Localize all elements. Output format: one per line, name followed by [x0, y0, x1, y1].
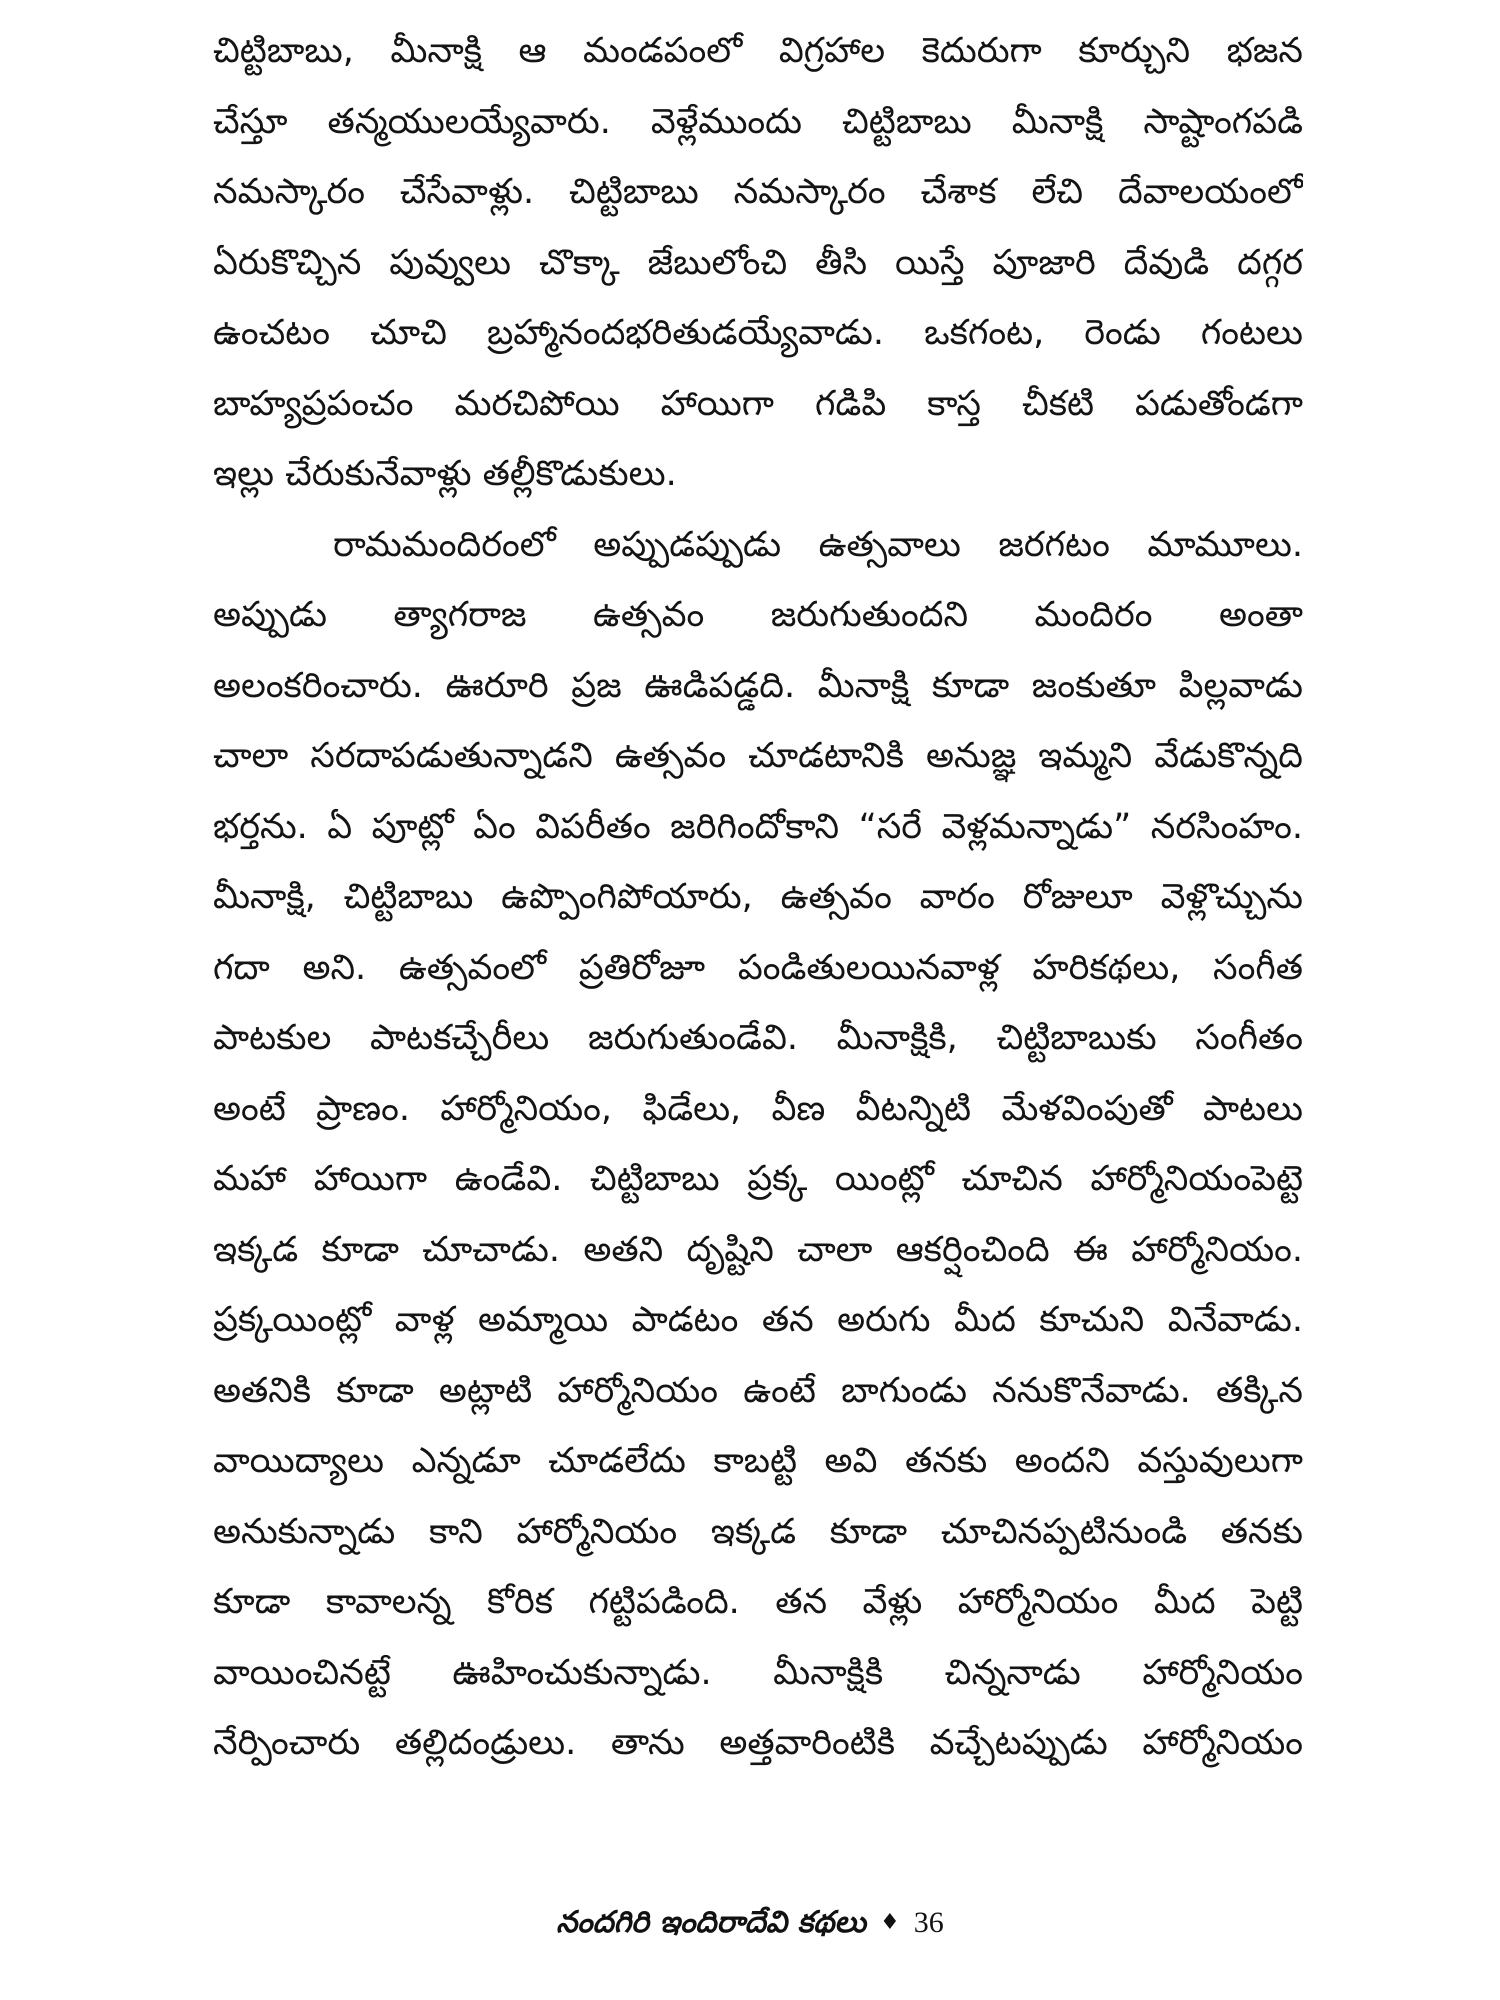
text-line: అలంకరించారు. ఊరూరి ప్రజ ఊడిపడ్డది. మీనాక్షి కూడా జంకుతూ పిల్లవాడు: [213, 665, 1303, 706]
text-line: వాయిద్యాలు ఎన్నడూ చూడలేదు కాబట్టి అవి తనకు అందని వస్తువులుగా: [213, 1441, 1303, 1481]
paragraph: [213, 16, 1303, 510]
text-line: వాయించినట్టే ఊహించుకున్నాడు. మీనాక్షికి చిన్ననాడు హార్మోనియం: [213, 1652, 1303, 1693]
page-footer: [0, 1905, 1500, 1947]
text-line: కూడా కావాలన్న కోరిక గట్టిపడింది. తన వేళ్లు హార్మోనియం మీద పెట్టి: [213, 1582, 1303, 1622]
text-line: మీనాక్షి, చిట్టిబాబు ఉప్పొంగిపోయారు, ఉత్సవం వారం రోజులూ వెళ్లొచ్చును: [213, 877, 1303, 917]
text-line: ఇక్కడ కూడా చూచాడు. అతని దృష్టిని చాలా ఆకర్షించింది ఈ హార్మోనియం.: [213, 1229, 1303, 1270]
text-line: ఏరుకొచ్చిన పువ్వులు చొక్కా జేబులోంచి తీసి యిస్తే పూజారి దేవుడి దగ్గర: [213, 242, 1303, 283]
text-line: నేర్పించారు తల్లిదండ్రులు. తాను అత్తవారింటికి వచ్చేటప్పుడు హార్మోనియం: [213, 1723, 1303, 1763]
text-line: అప్పుడు త్యాగరాజ ఉత్సవం జరుగుతుందని మందిరం అంతా: [213, 595, 1303, 635]
paragraph: [213, 510, 1303, 1779]
text-line: అతనికి కూడా అట్లాటి హార్మోనియం ఉంటే బాగుండు ననుకొనేవాడు. తక్కిన: [213, 1370, 1303, 1411]
separator-diamond-icon: ♦: [880, 1910, 900, 1935]
page-number: 36: [913, 1906, 944, 1939]
text-line: ప్రక్కయింట్లో వాళ్ల అమ్మాయి పాడటం తన అరుగు మీద కూచుని వినేవాడు.: [213, 1300, 1303, 1340]
text-line: అంటే ప్రాణం. హార్మోనియం, ఫిడేలు, వీణ వీటన్నిటి మేళవింపుతో పాటలు: [213, 1088, 1303, 1129]
text-line: చిట్టిబాబు, మీనాక్షి ఆ మండపంలో విగ్రహాల కెదురుగా కూర్చుని భజన: [213, 31, 1303, 71]
text-line: భర్తను. ఏ పూట్లో ఏం విపరీతం జరిగిందోకాని “సరే వెళ్లమన్నాడు” నరసింహం.: [213, 806, 1303, 847]
text-line: రామమందిరంలో అప్పుడప్పుడు ఉత్సవాలు జరగటం మామూలు.: [333, 524, 1303, 565]
text-line: ఇల్లు చేరుకునేవాళ్లు తల్లీకొడుకులు.: [213, 454, 677, 494]
text-line: చాలా సరదాపడుతున్నాడని ఉత్సవం చూడటానికి అనుజ్ఞ ఇమ్మని వేడుకొన్నది: [213, 736, 1303, 776]
text-line: ఉంచటం చూచి బ్రహ్మానందభరితుడయ్యేవాడు. ఒకగంట, రెండు గంటలు: [213, 313, 1303, 353]
text-line: పాటకుల పాటకచ్చేరీలు జరుగుతుండేవి. మీనాక్షికి, చిట్టిబాబుకు సంగీతం: [213, 1018, 1303, 1058]
text-line: చేస్తూ తన్మయులయ్యేవారు. వెళ్లేముందు చిట్టిబాబు మీనాక్షి సాష్టాంగపడి: [213, 101, 1303, 142]
book-title: నందగిరి ఇందిరాదేవి కథలు: [556, 1905, 867, 1940]
body-text: [213, 16, 1303, 1779]
text-line: గదా అని. ఉత్సవంలో ప్రతిరోజూ పండితులయినవాళ్ల హరికథలు, సంగీత: [213, 947, 1303, 988]
text-line: నమస్కారం చేసేవాళ్లు. చిట్టిబాబు నమస్కారం చేశాక లేచి దేవాలయంలో: [213, 172, 1303, 212]
text-line: బాహ్యప్రపంచం మరచిపోయి హాయిగా గడిపి కాస్త చీకటి పడుతోండగా: [213, 383, 1303, 424]
text-line: అనుకున్నాడు కాని హార్మోనియం ఇక్కడ కూడా చూచినప్పటినుండి తనకు: [213, 1511, 1303, 1552]
text-line: మహా హాయిగా ఉండేవి. చిట్టిబాబు ప్రక్క యింట్లో చూచిన హార్మోనియంపెట్టె: [213, 1159, 1303, 1199]
